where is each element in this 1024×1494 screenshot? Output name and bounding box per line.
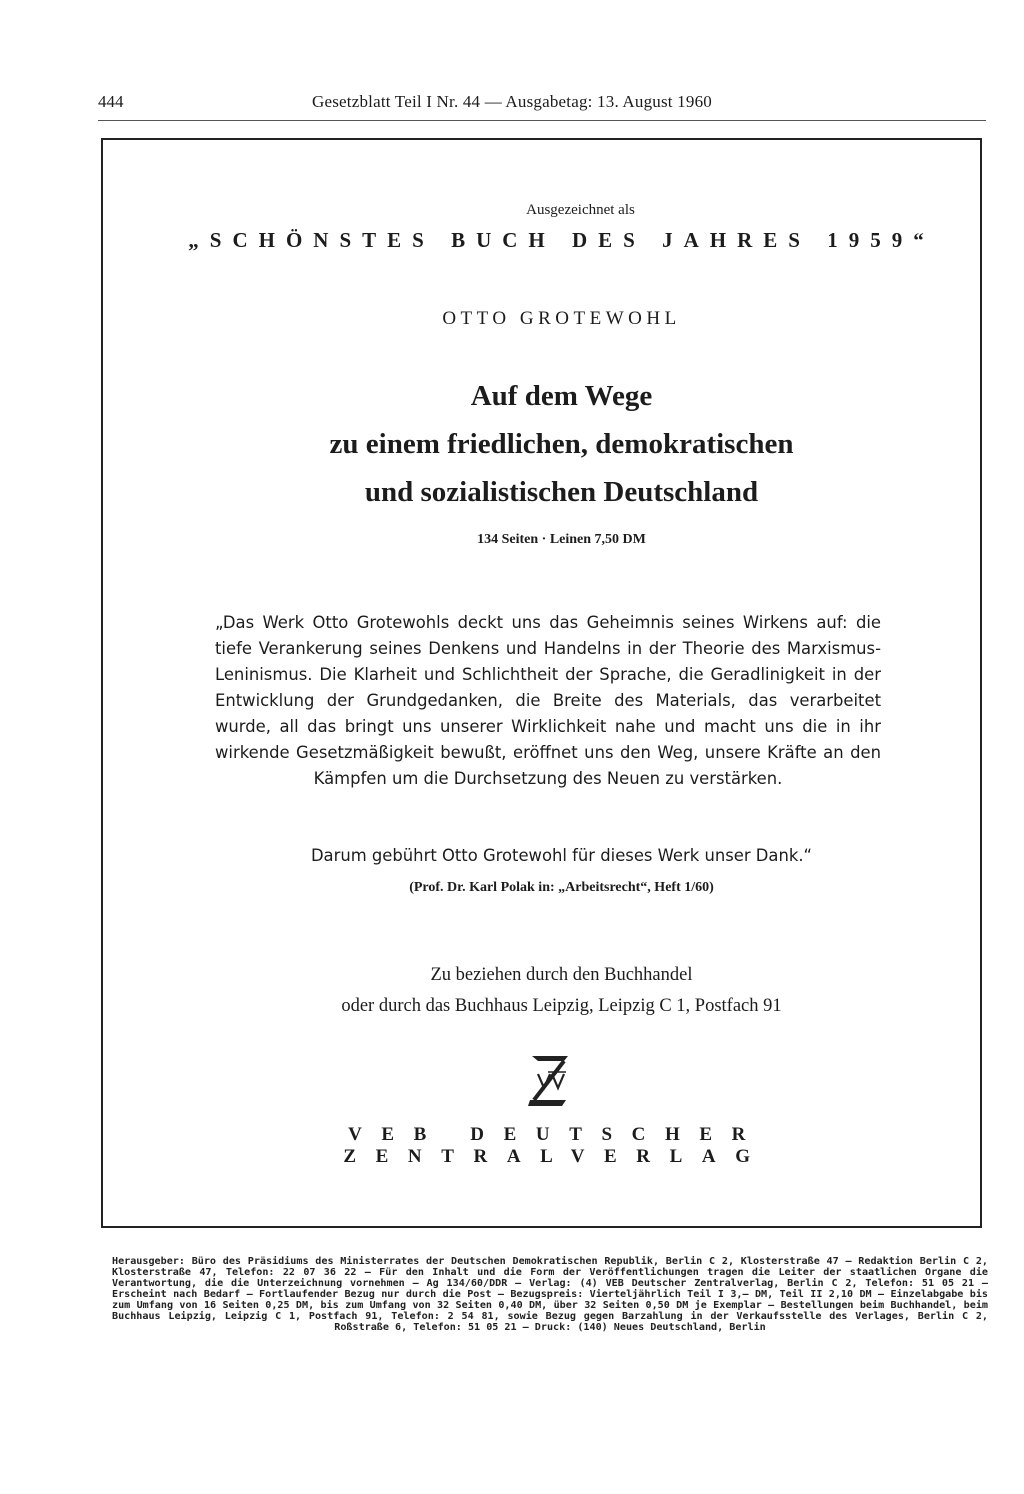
running-head: Gesetzblatt Teil I Nr. 44 — Ausgabetag: 13. August 1960 [312,92,712,111]
page-number: 444 [98,92,124,111]
page-header [98,92,978,116]
book-advertisement-box [101,138,982,1228]
book-details: 134 Seiten · Leinen 7,50 DM [477,532,646,547]
order-line: oder durch das Buchhaus Leipzig, Leipzig C 1, Postfach 91 [341,996,782,1016]
review-closing: Darum gebührt Otto Grotewohl für dieses Werk unser Dank.“ [310,846,813,865]
veb-zentralverlag-logo-icon [524,1052,574,1110]
book-title-line: Auf dem Wege [470,380,653,412]
book-title [103,372,980,516]
review-citation: (Prof. Dr. Karl Polak in: „Arbeitsrecht“, Heft 1/60) [409,880,714,895]
imprint-footer: Herausgeber: Büro des Präsidiums des Ministerrates der Deutschen Demokratischen Republik, Berlin C 2, Klosterstraße 47 — Redaktion Berlin C 2, Klosterstraße 47, Telefon: 22 07 36 22 — Für den Inhalt und die Form der Veröffentlichungen tragen die Leiter der staatlichen Organe die Verantwortung, die die Unterzeichnung vornehmen — Ag 134/60/DDR — Verlag: (4) VEB Deutscher Zentralverlag, Berlin C 2, Telefon: 51 05 21 — Erscheint nach Bedarf — Fortlaufender Bezug nur durch die Post — Bezugspreis: Vierteljährlich Teil I 3,— DM, Teil II 2,10 DM — Einzelabgabe bis zum Umfang von 16 Seiten 0,25 DM, bis zum Umfang von 32 Seiten 0,40 DM, über 32 Seiten 0,50 DM je Exemplar — Bestellungen beim Buchhandel, beim Buchhaus Leipzig, Leipzig C 1, Postfach 91, Telefon: 2 54 81, sowie Bezug gegen Barzahlung in der Verkaufsstelle des Verlages, Berlin C 2, Roßstraße 6, Telefon: 51 05 21 — Druck: (140) Neues Deutschland, Berlin [112,1256,988,1333]
order-info [103,960,980,1022]
review-quote: „Das Werk Otto Grotewohls deckt uns das Geheimnis seines Wirkens auf: die tiefe Verankerung seines Denkens und Handelns in der Theorie des Marxismus-Leninismus. Die Klarheit und Schlichtheit der Sprache, die Geradlinigkeit in der Entwicklung der Grundgedanken, die Breite des Materials, das verarbeitet wurde, all das bringt uns unserer Wirklichkeit nahe und macht uns die in ihr wirkende Gesetzmäßigkeit bewußt, eröffnet uns den Weg, unsere Kräfte an den Kämpfen um die Durchsetzung des Neuen zu verstärken. [215,613,881,788]
publisher-name: VEB DEUTSCHER ZENTRALVERLAG [343,1124,770,1167]
book-title-line: zu einem friedlichen, demokratischen [329,428,794,460]
header-rule [98,120,986,121]
award-title: „SCHÖNSTES BUCH DES JAHRES 1959“ [188,228,935,252]
book-title-line: und sozialistischen Deutschland [364,476,759,508]
order-line: Zu beziehen durch den Buchhandel [430,965,693,985]
award-intro: Ausgezeichnet als [526,202,635,218]
book-author: OTTO GROTEWOHL [442,308,681,329]
